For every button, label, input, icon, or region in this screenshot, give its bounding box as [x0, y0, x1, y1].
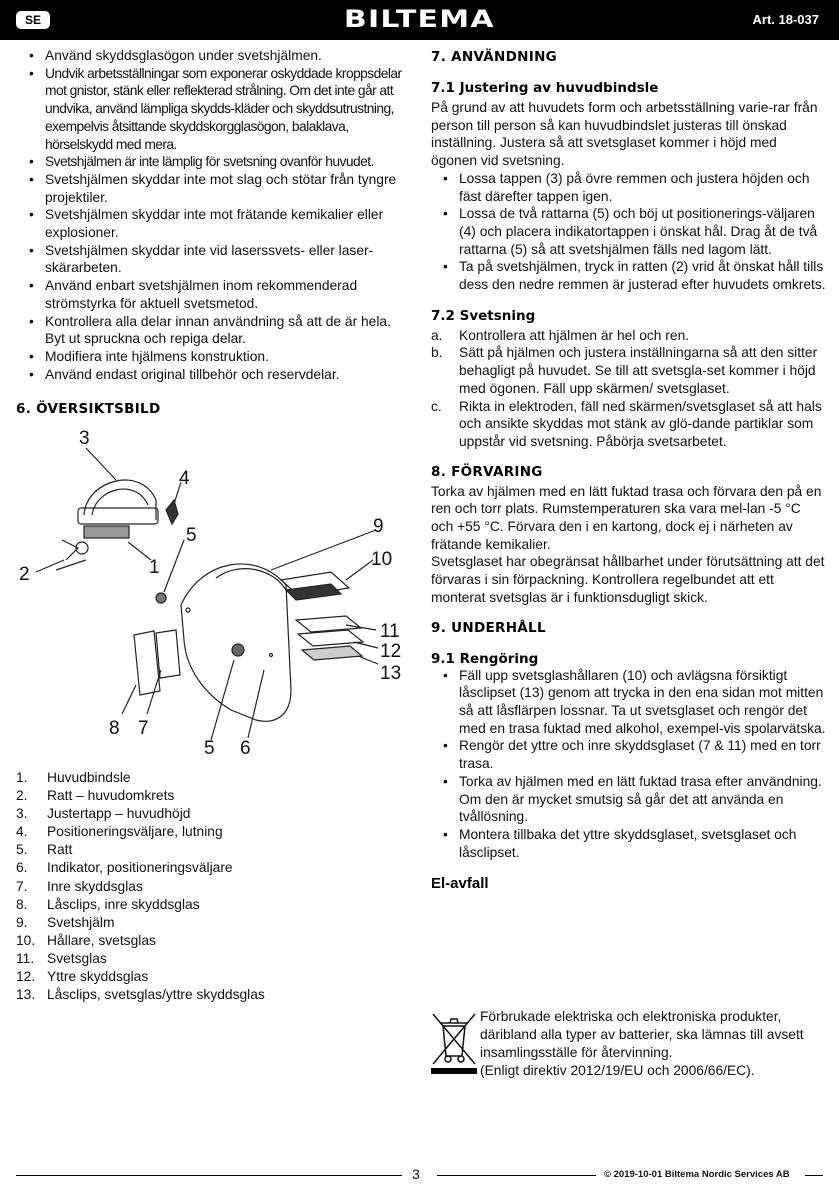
list-item: • Modifiera inte hjälmens konstruktion. — [16, 348, 412, 366]
part-number: 6. — [16, 860, 28, 876]
footer-divider — [437, 1175, 596, 1176]
copyright: © 2019-10-01 Biltema Nordic Services AB — [604, 1169, 790, 1180]
safety-list — [16, 47, 412, 383]
callout-label: 12 — [380, 641, 402, 662]
list-item — [16, 769, 412, 787]
list-item: • Använd skyddsglasögon under svetshjälmen. — [16, 47, 412, 65]
part-name: Låsclips, inre skyddsglas — [47, 896, 200, 912]
callout-label: 8 — [109, 718, 120, 739]
section-9-title: 9. UNDERHÅLL — [431, 619, 546, 636]
callout-label: 13 — [380, 663, 402, 684]
part-number: 4. — [16, 824, 28, 840]
paragraph: Torka av hjälmen med en lätt fuktad trasa och förvara den på en ren och torr plats. Rumstemperaturen ska vara mel-lan -5 °C och +55 °C. Förvara den i en kartong, dock ej i närheten av frätande kemikalier. — [431, 483, 822, 552]
paragraph: Svetsglaset har obegränsat hållbarhet under förutsättning att det förvaras i sin förpackning. Kontrollera regelbundet att ett monterat svetsglas är i funktionsdugligt skick. — [431, 554, 825, 605]
list-item: • Svetshjälmen är inte lämplig för svetsning ovanför huvudet. — [16, 153, 412, 171]
part-number: 13. — [16, 987, 36, 1003]
callout-label: 7 — [138, 718, 149, 739]
part-number: 8. — [16, 896, 28, 912]
section-9-1-title: 9.1 Rengöring — [431, 650, 539, 667]
article-number: Art. 18-037 — [752, 12, 819, 27]
list-item — [16, 859, 412, 877]
list-item: • Montera tillbaka det yttre skyddsglaset, svetsglaset och låsclipset. — [431, 826, 826, 861]
part-number: 9. — [16, 914, 28, 930]
part-name: Justertapp – huvudhöjd — [47, 806, 191, 822]
part-number: 3. — [16, 806, 28, 822]
list-item: • Kontrollera alla delar innan användning så att de är hela. Byt ut spruckna och repiga delar. — [16, 313, 412, 348]
list-item — [16, 914, 412, 932]
step-text: Kontrollera att hjälmen är hel och ren. — [459, 327, 690, 343]
section-7-2-title: 7.2 Svetsning — [431, 307, 536, 324]
callout-label: 5 — [186, 525, 197, 546]
helmet-shell-icon — [181, 564, 291, 721]
list-item — [431, 344, 826, 397]
part-number: 10. — [16, 932, 36, 948]
list-item: • Fäll upp svetsglashållaren (10) och avlägsna försiktigt låsclipset (13) genom att trycka in den ena sidan mot mitten så att låsflärpen lossnar. Ta ut svetsglaset och rengör det med en trasa fuktad med alkohol, exempel-vis spolarvätska. — [431, 667, 826, 738]
section-8-title: 8. FÖRVARING — [431, 463, 543, 480]
paragraph: På grund av att huvudets form och arbetsställning varie-rar från person till person så kan huvudbindslet justeras till önskad inställning. Justera så att svetsglaset kommer i höjd med ögonen vid svetsning. — [431, 100, 818, 169]
list-item: • Rengör det yttre och inre skyddsglaset (7 & 11) med en torr trasa. — [431, 737, 826, 772]
page-number: 3 — [412, 1166, 420, 1182]
list-item: • Undvik arbetsställningar som exponerar oskyddade kroppsdelar mot gnistor, stänk eller reflekterad strålning. Om det inte går att undvika, använd lämpliga skydds-kläder och skyddsutrustning, exempelvis åtsittande skyddskorgglasögon, balaklava, hörselskydd med mera. — [16, 65, 412, 154]
list-item — [16, 823, 412, 841]
list-item — [16, 986, 412, 1004]
list-item: • Använd enbart svetshjälmen inom rekommenderad strömstyrka för aktuell svetsmetod. — [16, 277, 412, 312]
callout-label: 11 — [380, 621, 400, 642]
part-name: Indikator, positioneringsväljare — [47, 860, 233, 876]
list-item — [16, 896, 412, 914]
list-item — [16, 968, 412, 986]
callout-label: 5 — [204, 738, 215, 759]
part-number: 5. — [16, 842, 28, 858]
right-column — [431, 47, 826, 892]
callout-label: 4 — [179, 468, 190, 489]
list-item: • Svetshjälmen skyddar inte vid laserssvets- eller laser-skärarbeten. — [16, 242, 412, 277]
part-number: 1. — [16, 770, 28, 785]
list-item: • Svetshjälmen skyddar inte mot slag och stötar från tyngre projektiler. — [16, 171, 412, 206]
part-name: Inre skyddsglas — [47, 878, 143, 894]
part-name: Hållare, svetsglas — [47, 932, 156, 948]
step-text: Sätt på hjälmen och justera inställningarna så att den sitter behagligt på huvudet. Se till att svetsgla-set kommer i höjd med ögonen. Fäll upp skärmen/ svetsglaset. — [459, 345, 818, 396]
part-number: 11. — [16, 950, 35, 966]
list-item — [431, 398, 826, 451]
part-name: Positioneringsväljare, lutning — [47, 824, 223, 840]
overview-diagram — [16, 420, 412, 770]
list-item — [16, 787, 412, 805]
step-letter: c. — [431, 398, 442, 414]
section-7-title: 7. ANVÄNDNING — [431, 49, 558, 65]
parts-list — [16, 769, 412, 1004]
part-number: 12. — [16, 969, 36, 985]
callout-label: 6 — [240, 738, 251, 759]
footer-divider — [805, 1175, 823, 1176]
paragraph: Förbrukade elektriska och elektroniska produkter, däribland alla typer av batterier, ska lämnas till avsett insamlingsställe för återvinning. — [480, 1009, 804, 1060]
part-name: Ratt — [47, 842, 73, 858]
header-bar — [0, 0, 839, 40]
step-text: Rikta in elektroden, fäll ned skärmen/svetsglaset så att hals och ansikte skyddas mot stänk av glö-dande partiklar som uppstår vid svetsning. Påbörja svetsarbetet. — [459, 398, 822, 449]
step-letter: a. — [431, 327, 443, 343]
step-letter: b. — [431, 345, 443, 361]
list-item — [431, 327, 826, 345]
part-name: Ratt – huvudomkrets — [47, 788, 175, 804]
list-item: • Torka av hjälmen med en lätt fuktad trasa efter användning. Om den är mycket smutsig så går det att använda en tvållösning. — [431, 773, 826, 826]
list-item: • Svetshjälmen skyddar inte mot frätande kemikalier eller explosioner. — [16, 206, 412, 241]
list-item: • Ta på svetshjälmen, tryck in ratten (2) vrid åt önskat håll tills dess den nedre remmen är justerad efter huvudets omkrets. — [431, 258, 826, 293]
part-name: Låsclips, svetsglas/yttre skyddsglas — [47, 987, 265, 1003]
footer-divider — [16, 1175, 402, 1176]
part-number: 2. — [16, 788, 28, 804]
part-name: Huvudbindsle — [47, 770, 131, 785]
list-item: • Lossa de två rattarna (5) och böj ut positionerings-väljaren (4) och placera indikatortappen i önskat hål. Drag åt de två rattarna (5) så att svetshjälmen fälls ned lagom lätt. — [431, 205, 826, 258]
part-name: Yttre skyddsglas — [47, 969, 149, 985]
part-name: Svetsglas — [47, 950, 107, 966]
part-number: 7. — [16, 878, 28, 894]
section-6-title: 6. ÖVERSIKTSBILD — [16, 401, 161, 418]
callout-label: 2 — [19, 564, 30, 585]
callout-label: 9 — [373, 516, 384, 537]
list-item: • Använd endast original tillbehör och reservdelar. — [16, 366, 412, 384]
welding-steps — [431, 327, 826, 451]
section-7-1-title: 7.1 Justering av huvudbindsle — [431, 80, 659, 96]
e-waste-title: El-avfall — [431, 875, 489, 893]
list-item — [16, 878, 412, 896]
e-waste-text — [480, 1008, 825, 1080]
list-item — [16, 805, 412, 823]
list-item — [16, 841, 412, 859]
list-item — [16, 932, 412, 950]
callout-label: 3 — [79, 428, 90, 449]
part-name: Svetshjälm — [47, 914, 115, 930]
paragraph: (Enligt direktiv 2012/19/EU och 2006/66/EC). — [480, 1063, 755, 1078]
callout-label: 1 — [149, 557, 160, 578]
crossed-bin-icon — [431, 1012, 477, 1074]
list-item — [16, 950, 412, 968]
language-badge: SE — [16, 11, 50, 29]
brand-logo: BILTEMA — [343, 5, 495, 33]
list-item: • Lossa tappen (3) på övre remmen och justera höjden och fäst därefter tappen igen. — [431, 170, 826, 205]
callout-label: 10 — [371, 549, 393, 570]
left-column — [16, 47, 412, 417]
